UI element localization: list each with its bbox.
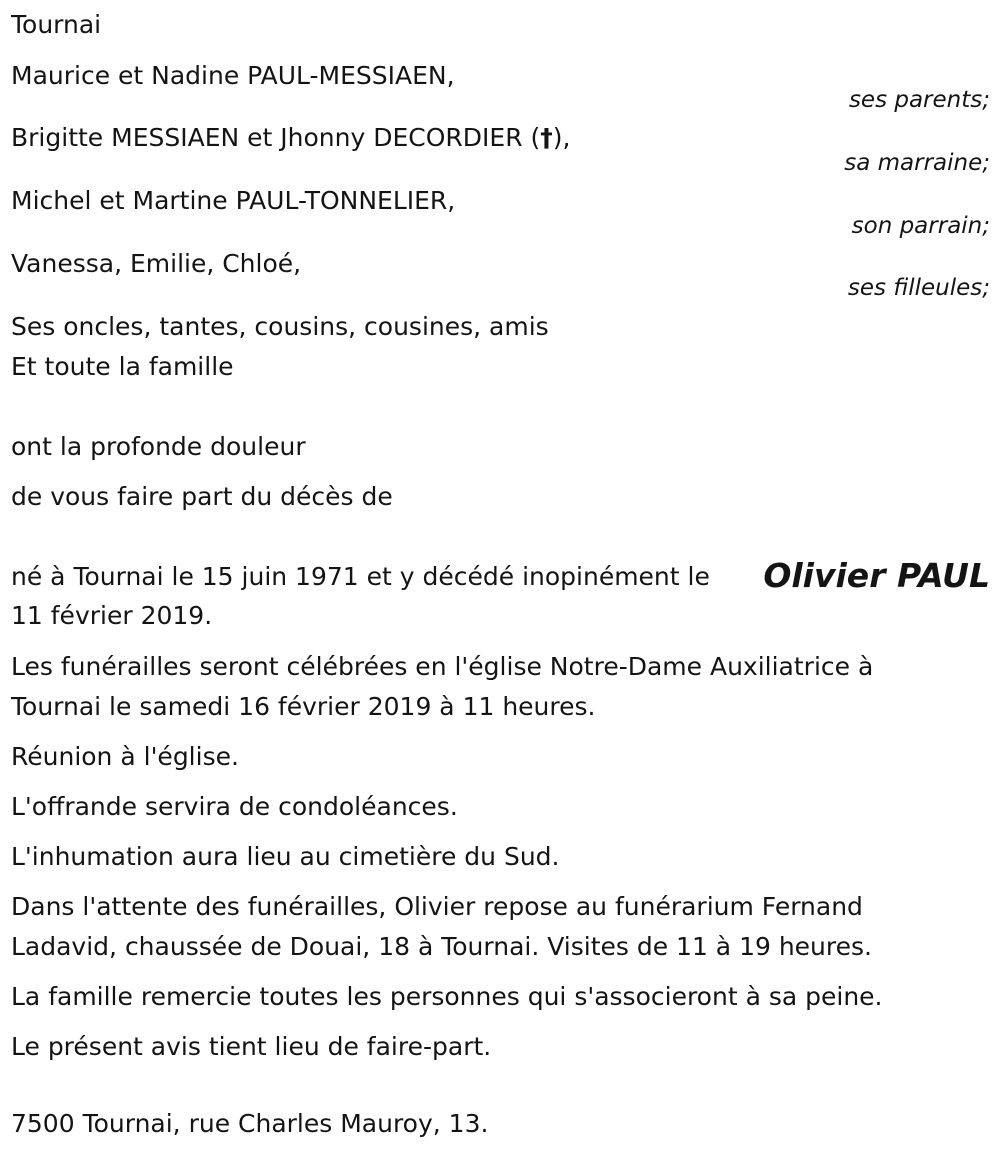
family-godfather-role: son parrain; [851, 213, 990, 239]
extended-family-line2: Et toute la famille [11, 352, 234, 381]
godmother-names-text: Brigitte MESSIAEN et Jhonny DECORDIER ( [11, 123, 541, 152]
family-godmother-role: sa marraine; [844, 150, 990, 176]
detail-paragraph: L'inhumation aura lieu au cimetière du Sud. [11, 842, 560, 871]
family-goddaughters-names: Vanessa, Emilie, Chloé, [11, 249, 302, 278]
deceased-name: Olivier PAUL [763, 556, 990, 595]
family-goddaughters-role: ses filleules; [847, 275, 990, 301]
family-godfather-names: Michel et Martine PAUL-TONNELIER, [11, 186, 456, 215]
detail-paragraph: Le présent avis tient lieu de faire-part. [11, 1032, 492, 1061]
announcement-line1: ont la profonde douleur [11, 432, 306, 461]
godmother-names-close: ), [552, 123, 571, 152]
family-parents-role: ses parents; [848, 87, 990, 113]
city-heading: Tournai [11, 10, 102, 39]
detail-paragraph: La famille remercie toutes les personnes qui s'associeront à sa peine. [11, 982, 883, 1011]
birth-death-line2: 11 février 2019. [11, 601, 213, 630]
detail-paragraph: Réunion à l'église. [11, 742, 239, 771]
detail-paragraph: L'offrande servira de condoléances. [11, 792, 458, 821]
funeral-details [11, 647, 951, 1077]
family-address: 7500 Tournai, rue Charles Mauroy, 13. [11, 1109, 489, 1138]
birth-death-line1: né à Tournai le 15 juin 1971 et y décédé inopinément le [11, 562, 710, 591]
detail-paragraph: Dans l'attente des funérailles, Olivier repose au funérarium Fernand Ladavid, chaussée de Douai, 18 à Tournai. Visites de 11 à 19 heures. [11, 892, 872, 961]
detail-paragraph: Les funérailles seront célébrées en l'église Notre-Dame Auxiliatrice à Tournai le samedi 16 février 2019 à 11 heures. [11, 652, 874, 721]
extended-family-line1: Ses oncles, tantes, cousins, cousines, amis [11, 312, 549, 341]
family-parents-names: Maurice et Nadine PAUL-MESSIAEN, [11, 61, 455, 90]
announcement-line2: de vous faire part du décès de [11, 482, 393, 511]
dagger-icon: † [540, 123, 553, 152]
family-godmother-names [11, 123, 570, 153]
